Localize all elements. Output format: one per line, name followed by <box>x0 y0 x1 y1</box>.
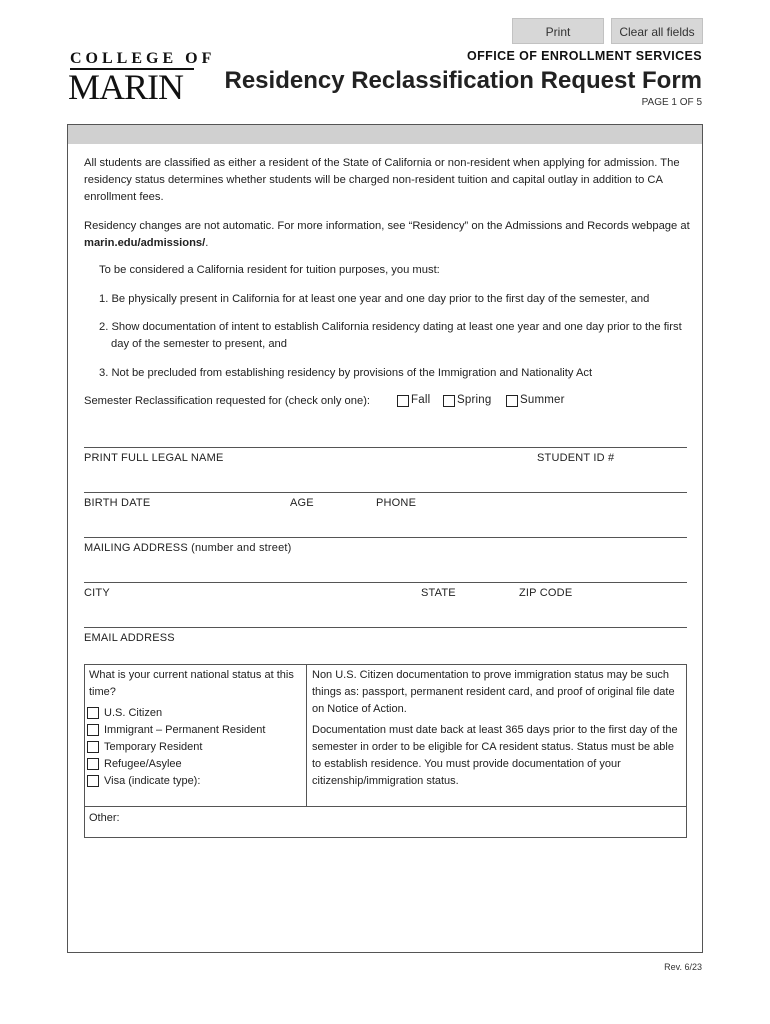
semester-label: Semester Reclassification requested for (check only one): <box>84 395 371 407</box>
name-field-line[interactable] <box>84 447 687 448</box>
documentation-note: Non U.S. Citizen documentation to prove immigration status may be such things as: passport, permanent resident card, and proof of original file date on Notice of Action. <box>312 669 675 715</box>
city-field-line[interactable] <box>84 582 687 583</box>
requirement-item: 2. Show documentation of intent to establish California residency dating at least one year and one day prior to the first day of the semester to present, and <box>99 321 682 350</box>
status-question: What is your current national status at this time? <box>89 669 294 698</box>
city-label: CITY <box>84 587 110 599</box>
fall-label: Fall <box>411 394 431 406</box>
frame-header-bar <box>68 125 702 144</box>
fall-checkbox[interactable] <box>397 395 409 407</box>
status-box-rule <box>84 806 687 807</box>
temporary-resident-checkbox[interactable] <box>87 741 99 753</box>
summer-checkbox[interactable] <box>506 395 518 407</box>
temporary-resident-label: Temporary Resident <box>104 741 203 753</box>
print-button[interactable]: Print <box>512 18 604 44</box>
refugee-asylee-label: Refugee/Asylee <box>104 758 182 770</box>
visa-label: Visa (indicate type): <box>104 775 201 787</box>
zip-code-label: ZIP CODE <box>519 587 573 599</box>
clear-all-fields-button[interactable]: Clear all fields <box>611 18 703 44</box>
permanent-resident-label: Immigrant – Permanent Resident <box>104 724 266 736</box>
birth-field-line[interactable] <box>84 492 687 493</box>
form-title: Residency Reclassification Request Form <box>224 67 702 94</box>
requirements-lead: To be considered a California resident for tuition purposes, you must: <box>99 264 440 276</box>
refugee-asylee-checkbox[interactable] <box>87 758 99 770</box>
status-box-divider <box>306 664 307 807</box>
office-name: OFFICE OF ENROLLMENT SERVICES <box>467 49 702 63</box>
revision-date: Rev. 6/23 <box>664 962 702 972</box>
page-indicator: PAGE 1 OF 5 <box>641 97 702 108</box>
student-id-label: STUDENT ID # <box>537 452 615 464</box>
permanent-resident-checkbox[interactable] <box>87 724 99 736</box>
email-field-line[interactable] <box>84 627 687 628</box>
visa-checkbox[interactable] <box>87 775 99 787</box>
state-label: STATE <box>421 587 456 599</box>
residency-info-end: . <box>205 237 209 249</box>
full-name-label: PRINT FULL LEGAL NAME <box>84 452 224 464</box>
mailing-address-label: MAILING ADDRESS (number and street) <box>84 542 292 554</box>
age-label: AGE <box>290 497 314 509</box>
intro-paragraph: All students are classified as either a resident of the State of California or non-resident when applying for admission. The residency status determines whether students will be charged non-resident tuition and capital outlay in addition to CA enrollment fees. <box>84 157 680 203</box>
us-citizen-label: U.S. Citizen <box>104 707 163 719</box>
requirement-item: 3. Not be precluded from establishing residency by provisions of the Immigration and Nationality Act <box>99 367 593 379</box>
requirement-item: 1. Be physically present in California for at least one year and one day prior to the first day of the semester, and <box>99 293 650 305</box>
email-address-label: EMAIL ADDRESS <box>84 632 175 644</box>
spring-label: Spring <box>457 394 492 406</box>
phone-label: PHONE <box>376 497 417 509</box>
spring-checkbox[interactable] <box>443 395 455 407</box>
other-label: Other: <box>89 812 120 824</box>
residency-info-text: Residency changes are not automatic. For more information, see “Residency” on the Admissions and Records webpage at <box>84 220 690 232</box>
residency-info-paragraph <box>84 218 694 252</box>
college-logo-top: COLLEGE OF <box>70 50 216 67</box>
college-logo-name: MARIN <box>68 67 184 107</box>
us-citizen-checkbox[interactable] <box>87 707 99 719</box>
documentation-requirement-note: Documentation must date back at least 365 days prior to the first day of the semester in order to be eligible for CA resident status. Status must be able to establish residence. You must provide documentation of your citizenship/immigration status. <box>312 724 678 787</box>
summer-label: Summer <box>520 394 565 406</box>
birth-date-label: BIRTH DATE <box>84 497 151 509</box>
admissions-link[interactable]: marin.edu/admissions/ <box>84 237 206 249</box>
mailing-field-line[interactable] <box>84 537 687 538</box>
